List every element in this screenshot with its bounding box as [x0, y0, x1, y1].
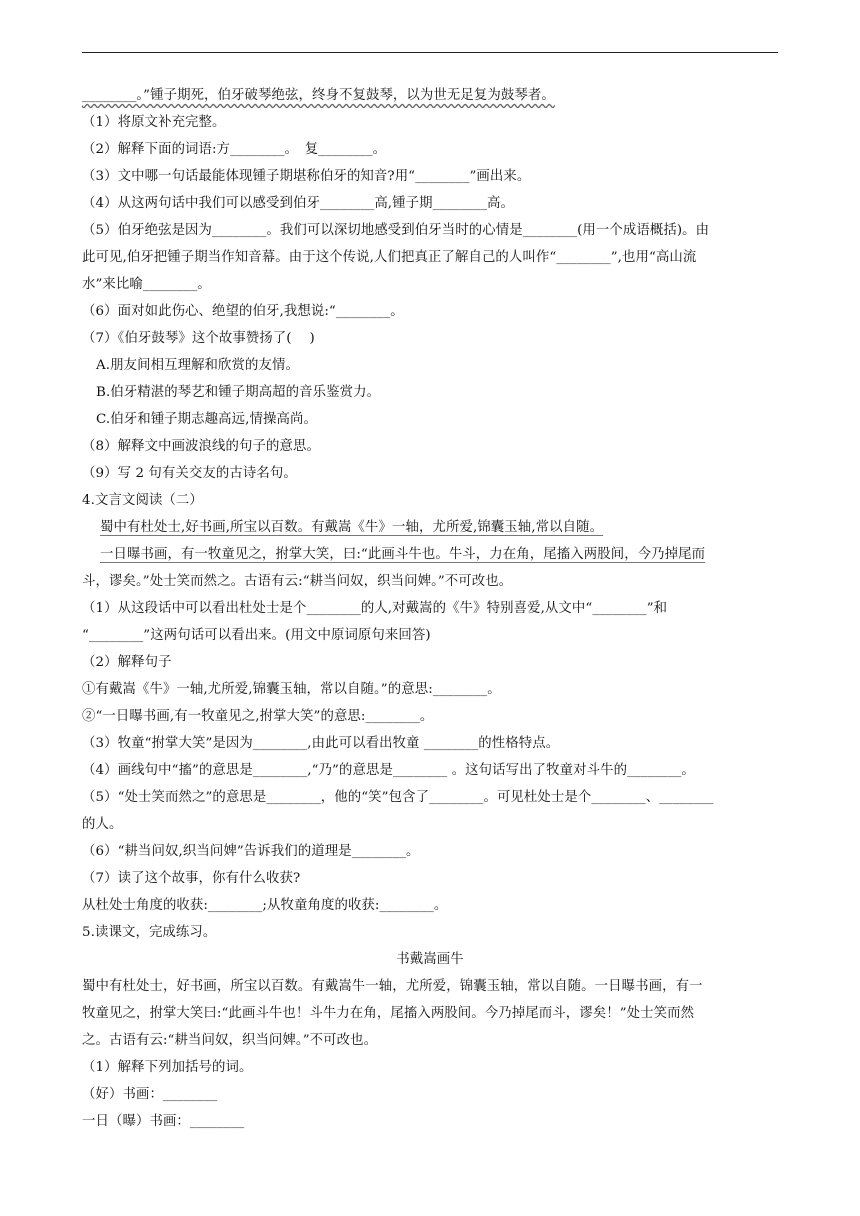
wavy-sentence: ________。”锺子期死，伯牙破琴绝弦，终身不复鼓琴，以为世无足复为鼓琴者。 — [82, 88, 555, 103]
question-5-line-1: （5）伯牙绝弦是因为________。我们可以深切地感受到伯牙当时的心情是________(用一个成语概括)。由 — [82, 223, 710, 238]
section-4-heading: 4.文言文阅读（二） — [82, 493, 203, 508]
passage-2-text: 斗，谬矣。”处士笑而然之。古语有云:“耕当问奴，织当问婢。”不可改也。 — [82, 574, 513, 589]
p4-question-2: （2）解释句子 — [82, 655, 172, 670]
option-a: A.朋友间相互理解和欣赏的友情。 — [96, 358, 299, 373]
passage-2-line-3 — [82, 572, 782, 591]
passage-2-line-1 — [100, 518, 800, 537]
passage-2-line-2 — [100, 545, 800, 564]
p4-question-7-answer: 从杜处士角度的收获:________;从牧童角度的收获:________。 — [82, 898, 448, 913]
p4-question-5-line-1: （5）“处士笑而然之”的意思是________，他的“笑”包含了________。可见杜处士是个________、________ — [82, 790, 714, 805]
option-b: B.伯牙精湛的琴艺和锺子期高超的音乐鉴赏力。 — [96, 385, 381, 400]
passage-line — [82, 86, 782, 105]
p4-question-5-line-2: 的人。 — [82, 817, 123, 832]
question-6: （6）面对如此伤心、绝望的伯牙,我想说:“________。 — [82, 304, 404, 319]
option-c: C.伯牙和锺子期志趣高远,情操高尚。 — [96, 412, 317, 427]
section-5-heading: 5.读课文，完成练习。 — [82, 925, 217, 940]
p4-question-6: （6）“耕当问奴,织当问婢”告诉我们的道理是________。 — [82, 844, 420, 859]
p4-question-7: （7）读了这个故事，你有什么收获? — [82, 871, 301, 886]
passage-2-text: 一日曝书画，有一牧童见之，拊掌大笑，曰:“此画斗牛也。牛斗，力在角，尾搐入两股间，今乃掉尾而 — [100, 547, 706, 562]
p5-question-1-item-1: （好）书画：________ — [82, 1087, 218, 1102]
p4-question-1-line-1: （1）从这段话中可以看出杜处士是个________的人,对戴嵩的《牛》特别喜爱,从文中“________”和 — [82, 601, 668, 616]
passage-2-text: 蜀中有杜处士,好书画,所宝以百数。有戴嵩《牛》一轴，尤所爱,锦囊玉轴,常以自随。 — [100, 520, 604, 535]
p4-question-1-line-2: “________”这两句话可以看出来。(用文中原词原句来回答) — [82, 628, 431, 643]
passage-title: 书戴嵩画牛 — [396, 952, 464, 967]
p5-question-1-item-2: 一日（曝）书画：________ — [82, 1114, 245, 1129]
p4-question-4: （4）画线句中“搐”的意思是________,“乃”的意思是________ 。这句话写出了牧童对斗牛的________。 — [82, 763, 695, 778]
passage-3-line-2: 牧童见之，拊掌大笑曰:“此画斗牛也！斗牛力在角，尾搐入两股间。今乃掉尾而斗，谬矣！”处士笑而然 — [82, 1006, 695, 1021]
p4-question-2-item-2: ②“一日曝书画,有一牧童见之,拊掌大笑”的意思:________。 — [82, 709, 434, 724]
question-2: （2）解释下面的词语:方________。 复________。 — [82, 142, 387, 157]
passage-3-line-1: 蜀中有杜处士，好书画，所宝以百数。有戴嵩牛一轴，尤所爱，锦囊玉轴，常以自随。一日曝书画，有一 — [82, 979, 703, 994]
question-9: （9）写 2 句有关交友的古诗名句。 — [82, 466, 297, 481]
p4-question-2-item-1: ①有戴嵩《牛》一轴,尤所爱,锦囊玉轴，常以自随。”的意思:________。 — [82, 682, 501, 697]
question-8: （8）解释文中画波浪线的句子的意思。 — [82, 439, 320, 454]
question-4: （4）从这两句话中我们可以感受到伯牙________高,锺子期________高。 — [82, 196, 514, 211]
question-3: （3）文中哪一句话最能体现锺子期堪称伯牙的知音?用“________”画出来。 — [82, 169, 531, 184]
passage-3-line-3: 之。古语有云:“耕当问奴，织当问婢。”不可改也。 — [82, 1033, 378, 1048]
p4-question-3: （3）牧童“拊掌大笑”是因为________,由此可以看出牧童 ________的性格特点。 — [82, 736, 560, 751]
header-rule — [82, 52, 778, 53]
p5-question-1: （1）解释下列加括号的词。 — [82, 1060, 253, 1075]
question-5-line-3: 水”来比喻________。 — [82, 277, 211, 292]
question-7: （7）《伯牙鼓琴》这个故事赞扬了( ) — [82, 331, 315, 346]
question-1: （1）将原文补充完整。 — [82, 115, 226, 130]
question-5-line-2: 此可见,伯牙把锺子期当作知音幕。由于这个传说,人们把真正了解自己的人叫作“________”,也用“高山流 — [82, 250, 697, 265]
